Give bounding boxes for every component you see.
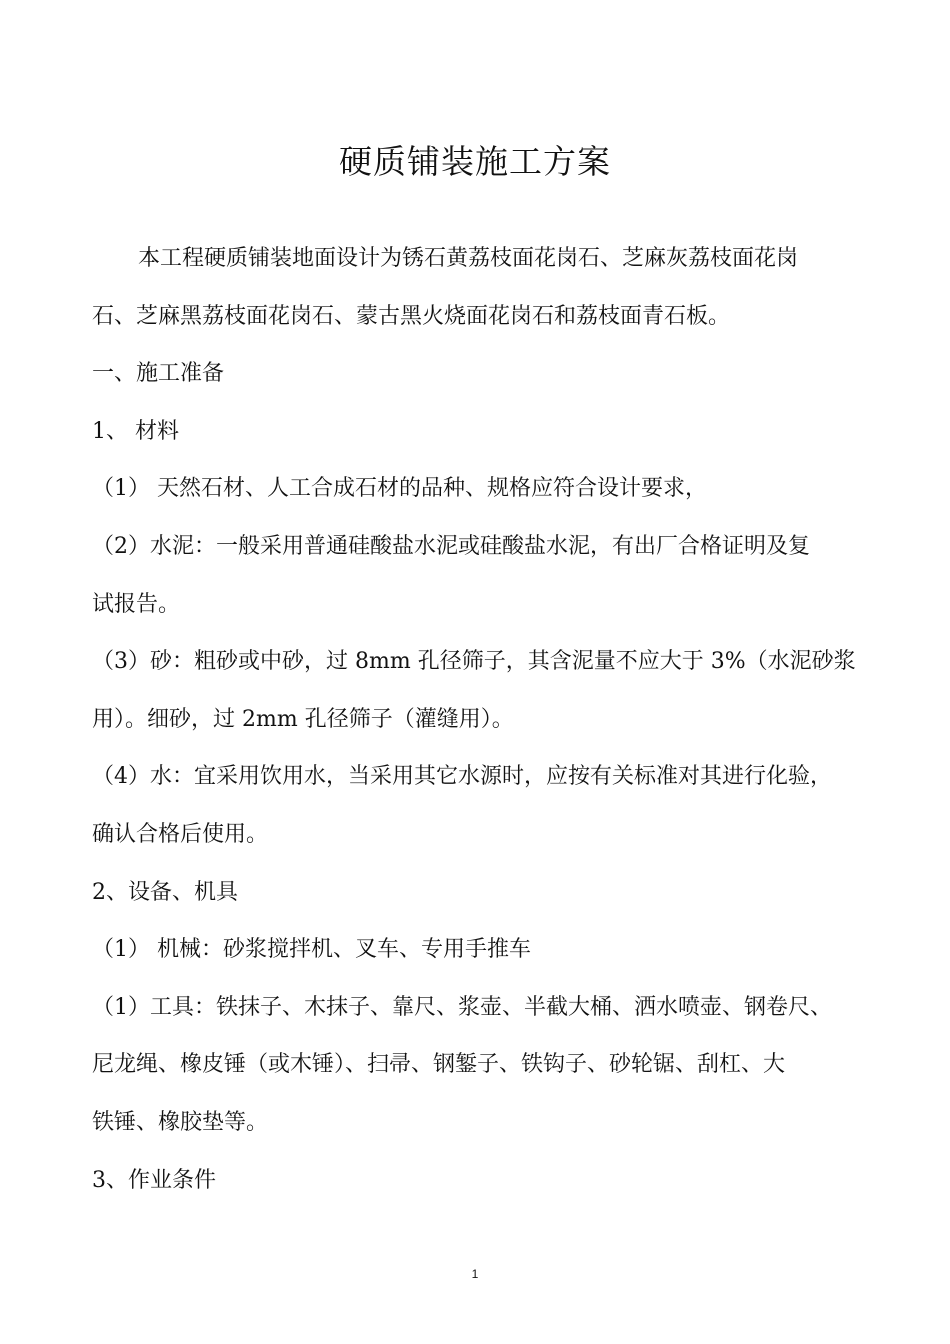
item-tools-line-3: 铁锤、橡胶垫等。 [92, 1109, 269, 1135]
item-tools-line-2: 尼龙绳、橡皮锤（或木锤）、扫帚、钢錾子、铁钩子、砂轮锯、刮杠、大 [92, 1052, 786, 1078]
item-water-line-1: （4）水：宜采用饮用水，当采用其它水源时，应按有关标准对其进行化验， [92, 764, 832, 790]
intro-line-2: 石、芝麻黑荔枝面花岗石、蒙古黑火烧面花岗石和荔枝面青石板。 [92, 303, 731, 329]
item-water-line-2: 确认合格后使用。 [92, 821, 269, 847]
subheading-materials: 1、 材料 [92, 418, 179, 444]
intro-line-1: 本工程硬质铺装地面设计为锈石黄荔枝面花岗石、芝麻灰荔枝面花岗 [138, 246, 799, 271]
item-stone: （1） 天然石材、人工合成石材的品种、规格应符合设计要求， [92, 476, 707, 502]
item-cement-line-1: （2）水泥：一般采用普通硅酸盐水泥或硅酸盐水泥，有出厂合格证明及复 [92, 533, 810, 559]
item-cement-line-2: 试报告。 [92, 591, 181, 617]
document-title: 硬质铺装施工方案 [339, 142, 611, 181]
subheading-work-conditions: 3、作业条件 [92, 1167, 216, 1193]
item-sand-line-2: 用）。细砂，过 2mm 孔径筛子（灌缝用）。 [92, 706, 514, 732]
page-number: 1 [471, 1267, 479, 1281]
item-tools-line-1: （1）工具：铁抹子、木抹子、靠尺、浆壶、半截大桶、洒水喷壶、钢卷尺、 [92, 994, 832, 1020]
item-sand-line-1: （3）砂：粗砂或中砂，过 8mm 孔径筛子，其含泥量不应大于 3%（水泥砂浆 [92, 649, 856, 675]
document-body [92, 230, 862, 1209]
section-heading-preparation: 一、施工准备 [92, 361, 225, 387]
item-machinery: （1） 机械：砂浆搅拌机、叉车、专用手推车 [92, 937, 531, 963]
subheading-equipment: 2、设备、机具 [92, 879, 238, 905]
